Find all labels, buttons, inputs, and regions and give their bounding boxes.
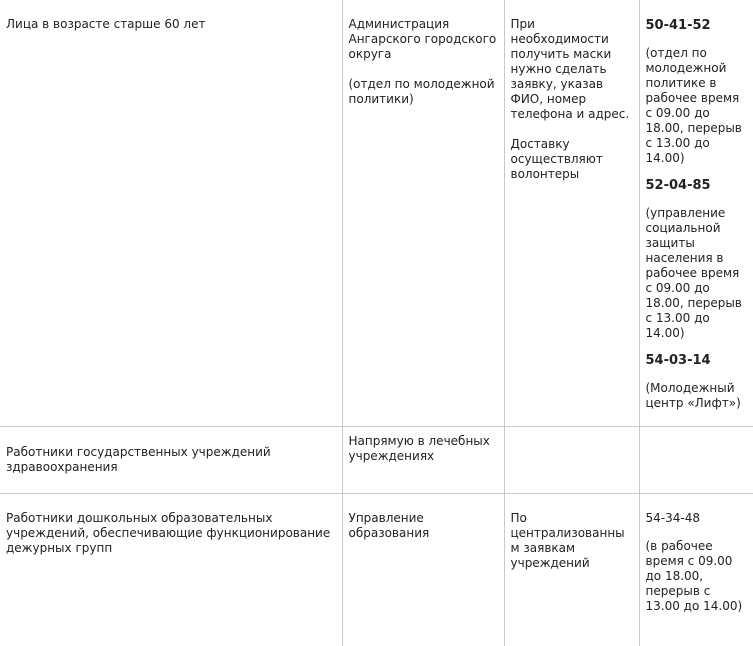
table-row	[0, 426, 753, 493]
contacts-cell	[639, 426, 753, 493]
organization-cell	[342, 426, 504, 493]
organization-text: Управление образования	[348, 510, 430, 540]
phone-note: (в рабочее время с 09.00 до 18.00, перерыв с 13.00 до 14.00)	[645, 538, 743, 613]
organization-cell	[342, 0, 504, 426]
phone-number: 52-04-85	[645, 178, 711, 193]
category-cell	[0, 0, 342, 426]
contacts-cell	[639, 493, 753, 646]
phone-number: 54-34-48	[645, 510, 700, 525]
procedure-text: При необходимости получить маски нужно сделать заявку, указав ФИО, номер телефона и адрес.	[510, 17, 630, 121]
category-text: Работники дошкольных образовательных учреждений, обеспечивающие функционирование дежурных групп	[6, 510, 331, 555]
category-cell	[0, 493, 342, 646]
procedure-note: Доставку осуществляют волонтеры	[510, 137, 603, 181]
organization-note: (отдел по молодежной политики)	[348, 77, 495, 106]
procedure-cell	[504, 0, 639, 426]
category-text: Лица в возрасте старше 60 лет	[6, 17, 206, 31]
category-text: Работники государственных учреждений здравоохранения	[6, 444, 271, 474]
phone-number: 54-03-14	[645, 353, 711, 368]
procedure-text: По централизованным заявкам учреждений	[510, 510, 625, 570]
organization-cell	[342, 493, 504, 646]
organization-text: Администрация Ангарского городского округа	[348, 17, 497, 61]
phone-note: (Молодежный центр «Лифт»)	[645, 381, 741, 410]
organization-text: Напрямую в лечебных учреждениях	[348, 433, 490, 463]
contacts-cell	[639, 0, 753, 426]
procedure-cell	[504, 493, 639, 646]
procedure-cell	[504, 426, 639, 493]
table-row	[0, 493, 753, 646]
phone-number: 50-41-52	[645, 18, 711, 33]
category-cell	[0, 426, 342, 493]
phone-note: (управление социальной защиты населения в рабочее время с 09.00 до 18.00, перерыв с 13.00 до 14.00)	[645, 206, 742, 340]
phone-note: (отдел по молодежной политике в рабочее время с 09.00 до 18.00, перерыв с 13.00 до 14.00)	[645, 46, 742, 165]
